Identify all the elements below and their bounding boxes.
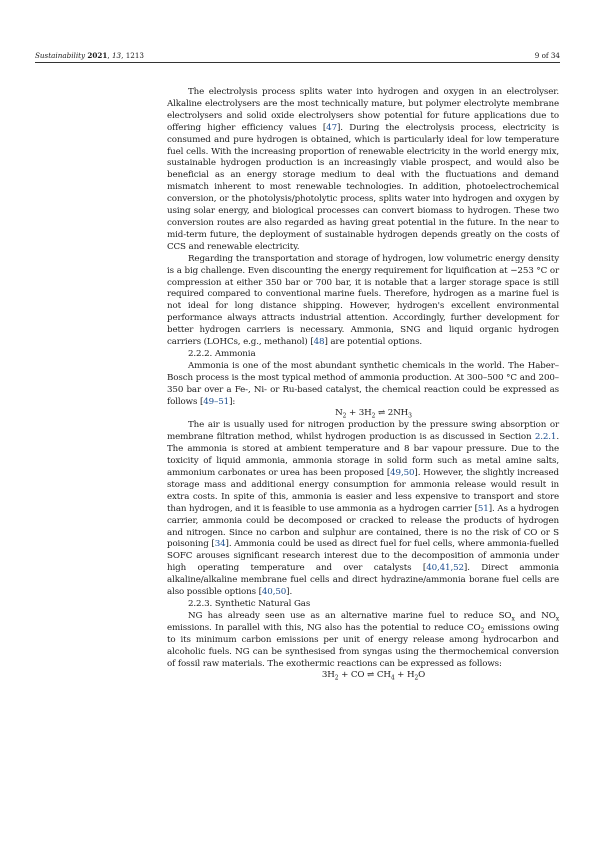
page-number: 9 of 34 (534, 51, 560, 60)
article-body (167, 87, 559, 682)
citation-link[interactable]: 51 (477, 503, 489, 514)
citation-link[interactable]: 40,41,52 (426, 563, 464, 574)
citation-link[interactable]: 49–51 (203, 396, 230, 407)
section-heading-ammonia: 2.2.2. Ammonia (188, 348, 256, 359)
running-header (35, 51, 560, 60)
paragraph-electrolysis: The electrolysis process splits water into hydrogen and oxygen in an electrolyser. Alkaline electrolysers are the most technically mature, but polymer electrolyte membrane electrolysers and solid oxide electrolysers show potential for future applications due to offering higher efficiency values [47]. During the electrolysis process, electricity is consumed and pure hydrogen is obtained, which is particularly ideal for low temperature fuel cells. With the increasing proportion of renewable electricity in the world energy mix, sustainable hydrogen production is an increasingly viable prospect, and would also be beneficial as an energy storage medium to deal with the fluctuations and demand mismatch inherent to most renewable technologies. In addition, photoelectrochemical conversion, or the photolysis/photolytic process, splits water into hydrogen and oxygen by using solar energy, and biological processes can convert biomass to hydrogen. These two conversion routes are also regarded as having great potential in the future. In the near to mid-term future, the deployment of sustainable hydrogen depends greatly on the costs of CCS and renewable electricity. (167, 87, 559, 252)
citation-link[interactable]: 48 (313, 337, 325, 348)
paragraph-ammonia-intro: Ammonia is one of the most abundant synthetic chemicals in the world. The Haber–Bosch process is the most typical method of ammonia production. At 300–500 °C and 200–350 bar over a Fe-, Ni- or Ru-based catalyst, the chemical reaction could be expressed as follows [49–51]: (167, 360, 559, 407)
citation-link[interactable]: 34 (214, 539, 226, 550)
header-rule (35, 62, 560, 63)
equation-haber-bosch: $N_2 + 3H_2$ ⇌ $2NH_3$ (335, 408, 412, 421)
citation-link[interactable]: 40,50 (261, 587, 287, 598)
paragraph-ammonia-storage: The air is usually used for nitrogen production by the pressure swing absorption or membrane filtration method, whilst hydrogen production is as discussed in Section 2.2.1. The ammonia is stored at ambient temperature and 8 bar vapour pressure. Due to the toxicity of liquid ammonia, ammonia storage in solid form such as metal amine salts, ammonium carbonates or urea has been proposed [49,50]. However, the slightly increased storage mass and additional energy consumption for ammonia release would result in extra costs. In spite of this, ammonia is easier and less expensive to transport and store than hydrogen, and it is feasible to use ammonia as a hydrogen carrier [51]. As a hydrogen carrier, ammonia could be decomposed or cracked to release the products of hydrogen and nitrogen. Since no carbon and sulphur are contained, there is no the risk of CO or S poisoning [34]. Ammonia could be used as direct fuel for fuel cells, where ammonia-fuelled SOFC arouses significant research interest due to the decomposition of ammonia under high operating temperature and over catalysts [40,41,52]. Direct ammonia alkaline/alkaline membrane fuel cells and direct hydrazine/ammonia borane fuel cells are also possible options [40,50]. (167, 420, 559, 598)
citation-link[interactable]: 47 (326, 122, 337, 133)
paragraph-hydrogen-transport: Regarding the transportation and storage of hydrogen, low volumetric energy density is a big challenge. Even discounting the energy requirement for liquification at −253 °C or compression at either 350 bar or 700 bar, it is notable that a larger storage space is still required compared to conventional marine fuels. Therefore, hydrogen as a marine fuel is not ideal for long distance shipping. However, hydrogen's excellent environmental performance always attracts industrial attention. Accordingly, further development for better hydrogen carriers is necessary. Ammonia, SNG and liquid organic hydrogen carriers (LOHCs, e.g., methanol) [48] are potential options. (167, 253, 559, 348)
journal-citation: Sustainability 2021, 13, 1213 (35, 51, 144, 60)
paragraph-natural-gas: NG has already seen use as an alternative marine fuel to reduce $SO_x$ and $NO_x$ emissions. In parallel with this, NG also has the potential to reduce $CO_2$ emissions owing to its minimum carbon emissions per unit of energy release among hydrocarbon and alcoholic fuels. NG can be synthesised from syngas using the thermochemical conversion of fossil raw materials. The exothermic reactions can be expressed as follows: (167, 610, 559, 669)
section-link[interactable]: 2.2.1 (534, 432, 557, 443)
section-heading-sng: 2.2.3. Synthetic Natural Gas (188, 598, 311, 609)
equation-methanation: $3H_2$ + CO ⇌ $CH_4 + H_2O$ (321, 670, 426, 683)
citation-link[interactable]: 49,50 (390, 468, 415, 478)
